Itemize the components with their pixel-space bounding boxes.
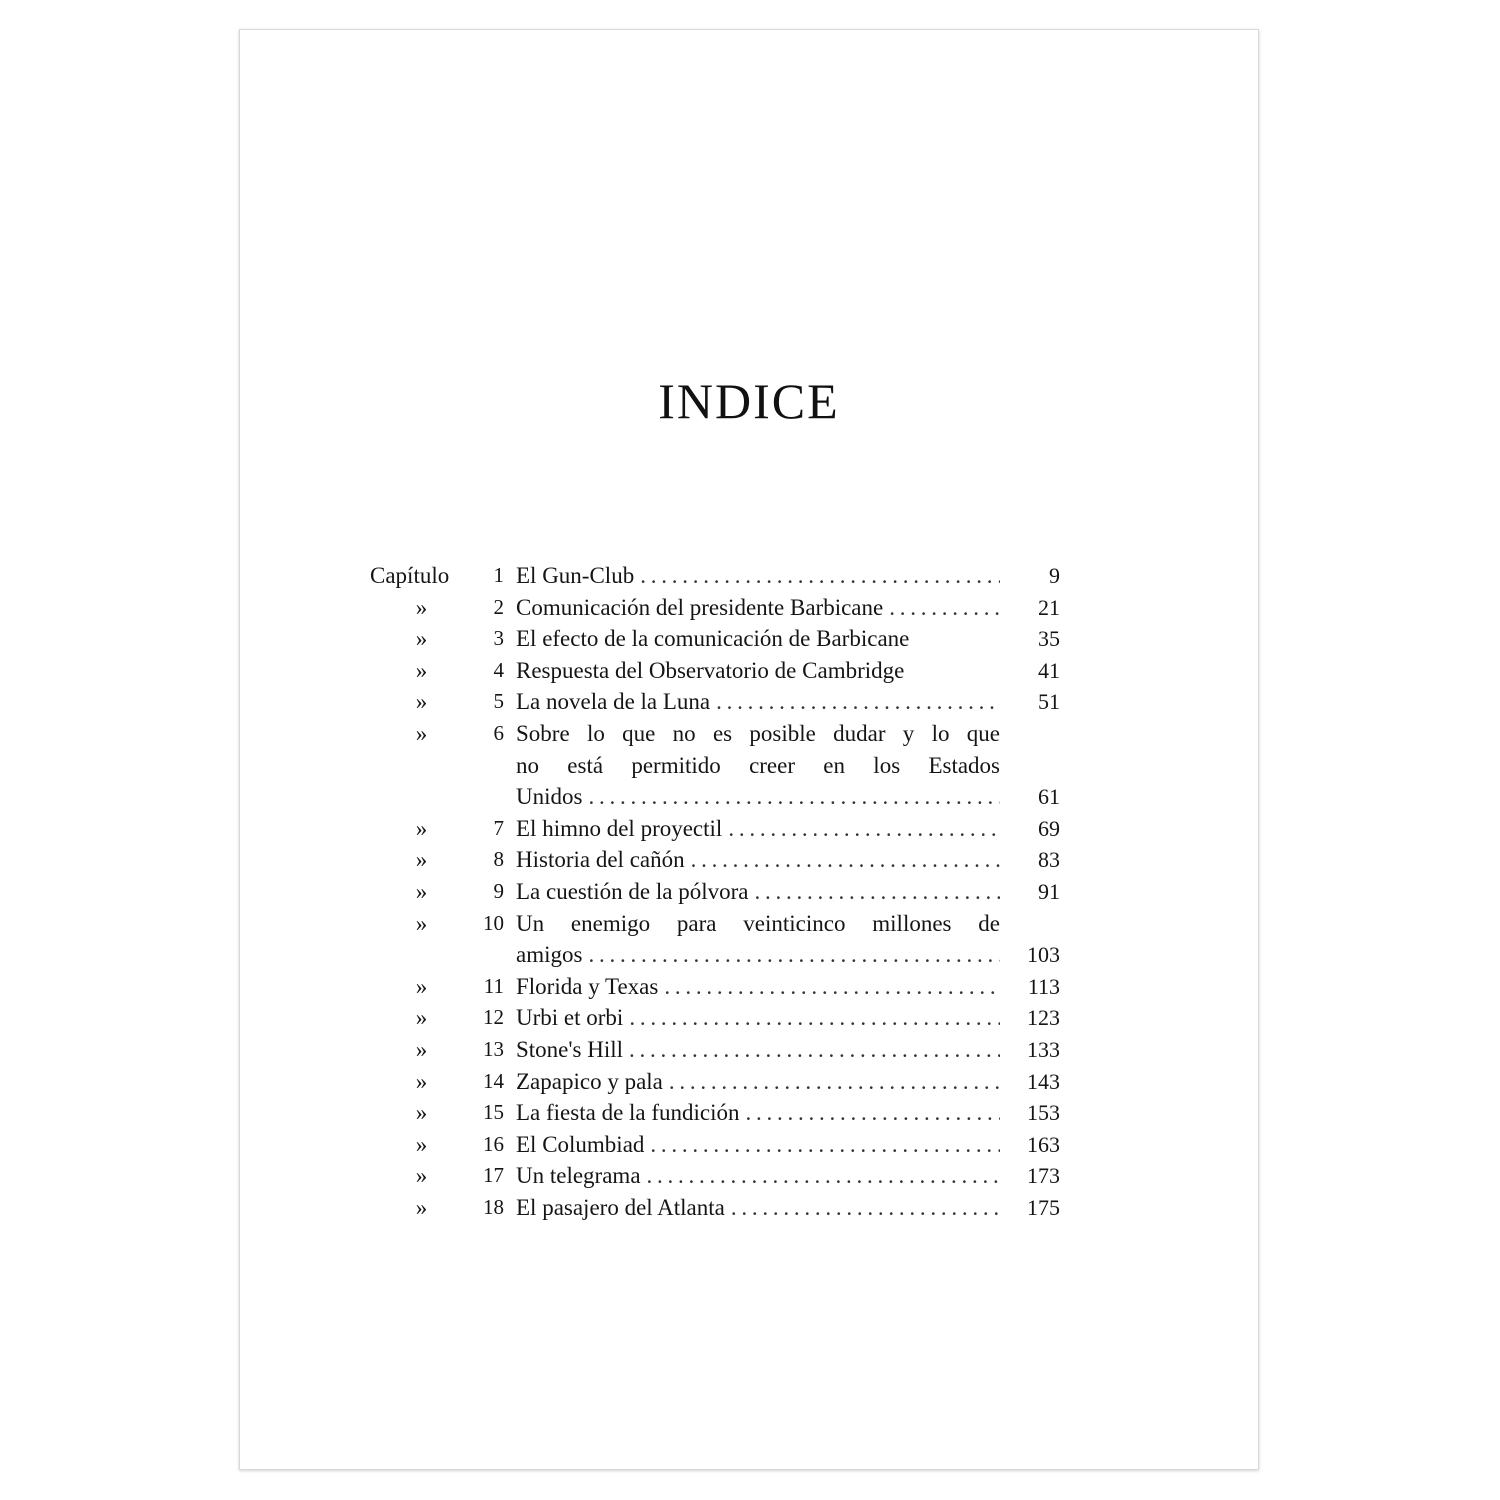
toc-entry: [370, 1160, 1090, 1192]
chapter-number: 6: [493, 720, 504, 745]
ditto-mark: »: [415, 1036, 428, 1062]
chapter-title: El Gun-Club: [516, 563, 635, 588]
chapter-title-line: [516, 1034, 1000, 1066]
page-number: 175: [1027, 1194, 1060, 1220]
toc-entry-continuation: [370, 750, 1090, 782]
chapter-title: Florida y Texas: [516, 973, 659, 999]
book-page: [239, 29, 1259, 1470]
chapter-number: 3: [493, 626, 504, 651]
chapter-title: Urbi et orbi: [516, 1005, 624, 1031]
ditto-mark: »: [415, 689, 428, 715]
leader-dots: [641, 1160, 1000, 1192]
chapter-title: El efecto de la comunicación de Barbicane: [516, 626, 910, 652]
chapter-title-line: [516, 560, 1000, 592]
page-number: 163: [1027, 1131, 1060, 1157]
chapter-title-line: [516, 1129, 1000, 1161]
toc-entry: [370, 1066, 1090, 1098]
page-number: 123: [1027, 1005, 1060, 1031]
chapter-title-line: [516, 686, 1000, 718]
ditto-mark: »: [415, 815, 428, 841]
leader-dots: [740, 1097, 1000, 1129]
chapter-label: Capítulo: [370, 563, 450, 588]
toc-entry: [370, 1002, 1090, 1034]
ditto-mark: »: [415, 1194, 428, 1220]
ditto-mark: »: [415, 1100, 428, 1126]
chapter-number: 12: [483, 1005, 504, 1030]
chapter-title: La fiesta de la fundición: [516, 1100, 740, 1126]
ditto-mark: »: [415, 1068, 428, 1094]
toc-entry: [370, 718, 1090, 750]
ditto-mark: »: [415, 594, 428, 620]
toc-entry: [370, 971, 1090, 1003]
toc-entry: [370, 1034, 1090, 1066]
page-number: 69: [1038, 815, 1060, 841]
chapter-title-line: [516, 844, 1000, 876]
chapter-title: La cuestión de la pólvora: [516, 878, 749, 904]
chapter-title: El himno del proyectil: [516, 815, 723, 841]
chapter-title-line: [516, 1066, 1000, 1098]
chapter-number: 10: [483, 910, 504, 935]
chapter-title-line: [516, 939, 1000, 971]
toc-entry: [370, 908, 1090, 940]
leader-dots: [623, 1002, 1000, 1034]
ditto-mark: »: [415, 626, 428, 652]
leader-dots: [663, 1066, 1000, 1098]
page-number: 83: [1038, 847, 1060, 873]
chapter-number: 5: [493, 689, 504, 714]
page-number: 21: [1038, 594, 1060, 620]
chapter-number: 13: [483, 1036, 504, 1061]
chapter-title: Un enemigo para veinticinco millones de: [516, 910, 1000, 936]
toc-entry: [370, 876, 1090, 908]
chapter-number: 11: [483, 973, 504, 998]
ditto-mark: »: [415, 973, 428, 999]
toc-entry: [370, 592, 1090, 624]
chapter-number: 2: [493, 594, 504, 619]
ditto-mark: »: [415, 910, 428, 936]
ditto-mark: »: [415, 720, 428, 746]
chapter-title-line: [516, 623, 1000, 655]
ditto-mark: »: [415, 1005, 428, 1031]
toc-entry: [370, 1097, 1090, 1129]
chapter-title: Un telegrama: [516, 1163, 641, 1189]
chapter-title: amigos: [516, 942, 583, 968]
page-number: 61: [1038, 784, 1060, 810]
leader-dots: [685, 844, 1000, 876]
page-number: 153: [1027, 1100, 1060, 1126]
chapter-number: 7: [493, 815, 504, 840]
leader-dots: [658, 971, 1000, 1003]
ditto-mark: »: [415, 1131, 428, 1157]
toc-entry-continuation: [370, 781, 1090, 813]
chapter-title-line: [516, 655, 1000, 687]
chapter-title: no está permitido creer en los Estados: [516, 752, 1000, 778]
chapter-number: 16: [483, 1131, 504, 1156]
chapter-title: La novela de la Luna: [516, 689, 711, 715]
ditto-mark: »: [415, 1163, 428, 1189]
chapter-title-line: [516, 971, 1000, 1003]
page-number: 41: [1038, 657, 1060, 683]
leader-dots: [722, 813, 1000, 845]
ditto-mark: »: [415, 847, 428, 873]
table-of-contents: [370, 560, 1090, 1223]
page-number: 143: [1027, 1068, 1060, 1094]
chapter-title: El pasajero del Atlanta: [516, 1194, 725, 1220]
page-number: 9: [1049, 563, 1060, 588]
chapter-title: El Columbiad: [516, 1131, 645, 1157]
chapter-title-line: [516, 1192, 1000, 1224]
page-number: 91: [1038, 878, 1060, 904]
leader-dots: [582, 939, 1000, 971]
toc-entry: [370, 1192, 1090, 1224]
chapter-number: 18: [483, 1194, 504, 1219]
chapter-title: Zapapico y pala: [516, 1068, 663, 1094]
chapter-number: 17: [483, 1163, 504, 1188]
chapter-title-line: [516, 781, 1000, 813]
toc-entry: [370, 1129, 1090, 1161]
toc-entry: [370, 655, 1090, 687]
chapter-title: Unidos: [516, 784, 583, 810]
leader-dots: [634, 560, 1000, 592]
chapter-title-line: [516, 876, 1000, 908]
chapter-title: Stone's Hill: [516, 1036, 624, 1062]
chapter-title-line: [516, 1002, 1000, 1034]
ditto-mark: »: [415, 657, 428, 683]
leader-dots: [644, 1129, 1000, 1161]
page-number: 113: [1027, 973, 1060, 999]
ditto-mark: »: [415, 878, 428, 904]
leader-dots: [582, 781, 1000, 813]
chapter-title: Historia del cañón: [516, 847, 685, 873]
chapter-number: 1: [493, 563, 504, 587]
page-number: 133: [1027, 1036, 1060, 1062]
chapter-title-line: [516, 1097, 1000, 1129]
chapter-number: 4: [493, 657, 504, 682]
toc-entry: [370, 623, 1090, 655]
page-title: INDICE: [658, 373, 840, 429]
page-number: 103: [1027, 942, 1060, 968]
chapter-number: 8: [493, 847, 504, 872]
leader-dots: [623, 1034, 1000, 1066]
chapter-title: Sobre lo que no es posible dudar y lo que: [516, 720, 1000, 746]
chapter-number: 15: [483, 1100, 504, 1125]
toc-entry: [370, 686, 1090, 718]
chapter-number: 9: [493, 878, 504, 903]
page-number: 35: [1038, 626, 1060, 652]
toc-entry: [370, 813, 1090, 845]
leader-dots: [710, 686, 1000, 718]
chapter-number: 14: [483, 1068, 504, 1093]
chapter-title-line: [516, 1160, 1000, 1192]
toc-entry-continuation: [370, 939, 1090, 971]
page-number: 173: [1027, 1163, 1060, 1189]
leader-dots: [883, 592, 1000, 624]
chapter-title-line: [516, 813, 1000, 845]
leader-dots: [725, 1192, 1000, 1224]
chapter-title: Comunicación del presidente Barbicane: [516, 594, 884, 620]
leader-dots: [748, 876, 1000, 908]
chapter-title-line: [516, 592, 1000, 624]
toc-entry: [370, 560, 1090, 592]
toc-entry: [370, 844, 1090, 876]
page-number: 51: [1038, 689, 1060, 715]
chapter-title: Respuesta del Observatorio de Cambridge: [516, 657, 905, 683]
